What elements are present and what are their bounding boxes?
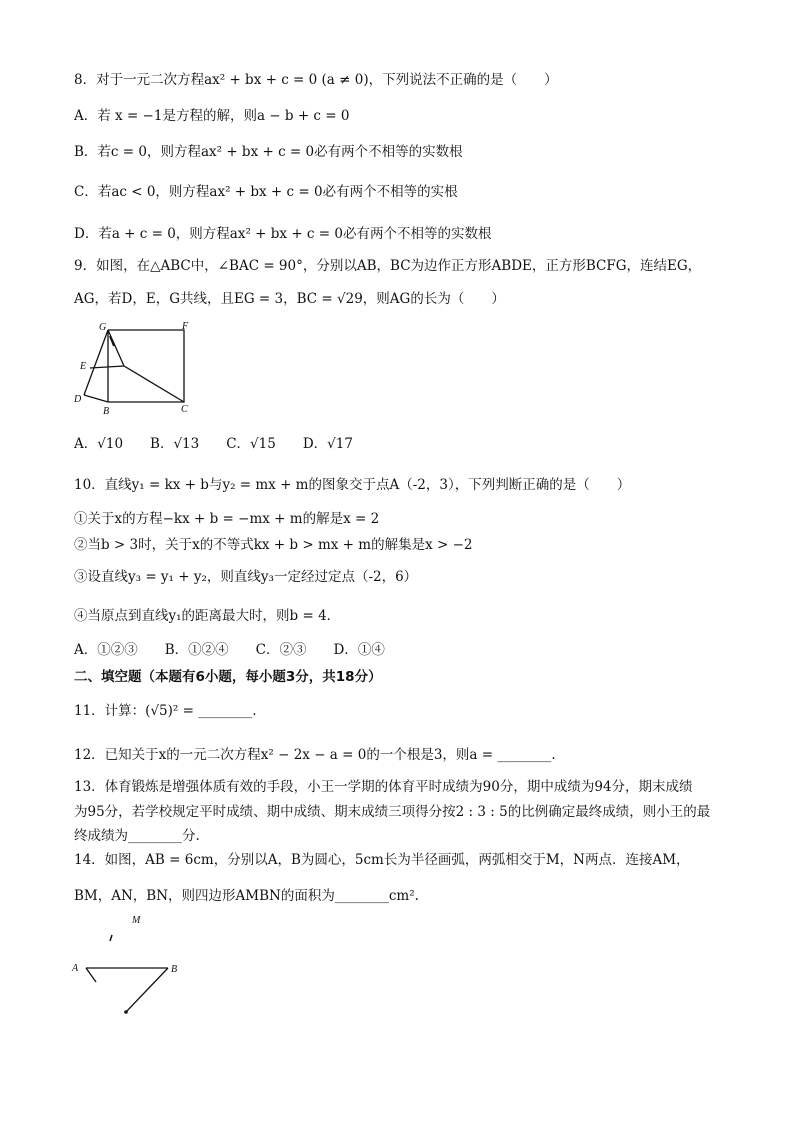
q14-segment-bn — [126, 968, 168, 1012]
q8-option-b: B．若c = 0，则方程ax² + bx + c = 0必有两个不相等的实数根 — [74, 144, 463, 160]
q14-point-n — [124, 1010, 128, 1014]
q10-statement-3: ③设直线y₃ = y₁ + y₂，则直线y₃一定经过定点（-2，6） — [74, 569, 418, 585]
q9-stem-line1: 9．如图，在△ABC中，∠BAC = 90°，分别以AB，BC为边作正方形ABDE，正方形BCFG，连结EG， — [74, 258, 702, 274]
q10-statement-4: ④当原点到直线y₁的距离最大时，则b = 4． — [74, 608, 341, 624]
q8-stem: 8．对于一元二次方程ax² + bx + c = 0 (a ≠ 0)，下列说法不正确的是（ ） — [74, 72, 558, 88]
q8-option-c: C．若ac < 0，则方程ax² + bx + c = 0必有两个不相等的实根 — [74, 184, 458, 200]
q12-text: 12．已知关于x的一元二次方程x² − 2x − a = 0的一个根是3，则a = ________. — [74, 747, 556, 763]
q14-label-a: A — [72, 963, 79, 974]
q8-option-a: A．若 x = −1是方程的解，则a − b + c = 0 — [74, 108, 350, 124]
q14-line2: BM，AN，BN，则四边形AMBN的面积为________cm². — [74, 888, 419, 904]
q8-option-d: D．若a + c = 0，则方程ax² + bx + c = 0必有两个不相等的实数根 — [74, 226, 492, 242]
section2-heading: 二、填空题（本题有6小题，每小题3分，共18分） — [74, 669, 382, 685]
q9-segment-ac — [124, 366, 184, 402]
q13-line2: 为95分，若学校规定平时成绩、期中成绩、期末成绩三项得分按2 : 3 : 5的比例确定最终成绩，则小王的最 — [74, 804, 711, 820]
q14-segment-an — [86, 968, 96, 982]
q10-statement-2: ②当b > 3时，关于x的不等式kx + b > mx + m的解集是x > −2 — [74, 537, 473, 553]
q14-label-b: B — [171, 964, 178, 975]
q9-label-c: C — [181, 404, 188, 415]
q9-segment-db — [84, 395, 108, 402]
q9-label-g: G — [99, 322, 107, 333]
q13-line1: 13．体育锻炼是增强体质有效的手段，小王一学期的体育平时成绩为90分，期中成绩为94分，期末成绩 — [74, 779, 693, 795]
q9-figure — [72, 318, 202, 418]
q10-statement-1: ①关于x的方程−kx + b = −mx + m的解是x = 2 — [74, 511, 380, 527]
q9-stem-line2: AG，若D，E，G共线，且EG = 3，BC = √29，则AG的长为（ ） — [74, 291, 505, 307]
q11-text: 11．计算：(√5)² = ________. — [74, 703, 257, 719]
q14-line1: 14．如图，AB = 6cm，分别以A，B为圆心，5cm长为半径画弧，两弧相交于M，N两点．连接AM， — [74, 852, 690, 868]
q9-label-e: E — [80, 361, 87, 372]
q9-label-b: B — [103, 406, 110, 417]
q10-stem: 10．直线y₁ = kx + b与y₂ = mx + m的图象交于点A（-2，3），下列判断正确的是（ ） — [74, 477, 631, 493]
q9-segment-ga — [108, 330, 124, 366]
q14-label-m: M — [132, 915, 141, 926]
q9-label-d: D — [74, 394, 82, 405]
q9-label-f: F — [182, 321, 189, 332]
q13-line3: 终成绩为________分. — [74, 828, 200, 844]
q9-options: A．√10 B．√13 C．√15 D．√17 — [74, 436, 353, 452]
q9-segment-gd — [84, 330, 108, 395]
q10-options: A．①②③ B．①②④ C．②③ D．①④ — [74, 642, 385, 658]
q14-figure — [70, 905, 190, 1020]
q14-tick-mark — [110, 935, 112, 941]
